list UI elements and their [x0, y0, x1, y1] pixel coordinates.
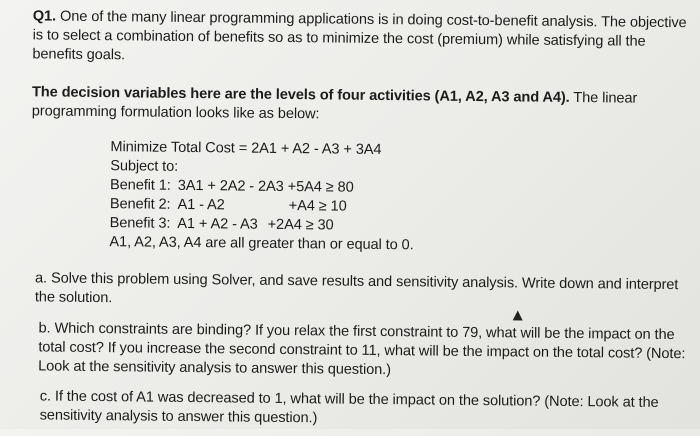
constraint-benefit-3: Benefit 3: A1 + A2 - A3 +2A4 ≥ 30: [109, 215, 334, 234]
part-c-line-1: c. If the cost of A1 was decreased to 1, what will be the impact on the solution? (Note: Look at the: [39, 388, 659, 411]
question-number: Q1.: [32, 8, 57, 25]
part-c-line-2: sensitivity analysis to answer this question.): [39, 407, 318, 427]
question-intro-line-3: benefits goals.: [32, 46, 126, 64]
mouse-cursor-icon: [513, 310, 523, 320]
objective-function: Minimize Total Cost = 2A1 + A2 - A3 + 3A4: [110, 139, 382, 159]
subject-to-label: Subject to:: [110, 158, 179, 175]
part-a-line-1: a. Solve this problem using Solver, and save results and sensitivity analysis. Write down and interpret: [35, 270, 679, 294]
part-b-line-2: total cost? If you increase the second constraint to 11, what will be the impact on the total cost? (Note:: [38, 339, 686, 363]
question-intro-line-2: is to select a combination of benefits so as to minimize the cost (premium) while satisfying all the: [32, 27, 646, 50]
constraint-benefit-1: Benefit 1: 3A1 + 2A2 - 2A3 +5A4 ≥ 80: [109, 177, 354, 196]
decision-variables-line-1: The decision variables here are the levels of four activities (A1, A2, A3 and A4). The linear: [31, 84, 638, 107]
part-b-line-1: b. Which constraints are binding? If you relax the first constraint to 79, what will be the impact on the: [38, 320, 675, 344]
decision-variables-line-2: programming formulation looks like as below:: [31, 103, 320, 123]
non-negativity-constraint: A1, A2, A3, A4 are all greater than or equal to 0.: [109, 234, 414, 254]
part-a-line-2: the solution.: [34, 289, 113, 307]
question-intro-line-1: Q1. One of the many linear programming applications is in doing cost-to-benefit analysis. The objective: [32, 8, 687, 32]
constraint-benefit-2: Benefit 2: A1 - A2 +A4 ≥ 10: [109, 196, 347, 215]
decision-variables-bold: The decision variables here are the levels of four activities (A1, A2, A3 and A4).: [31, 84, 570, 106]
part-b-line-3: Look at the sensitivity analysis to answer this question.): [38, 358, 391, 379]
